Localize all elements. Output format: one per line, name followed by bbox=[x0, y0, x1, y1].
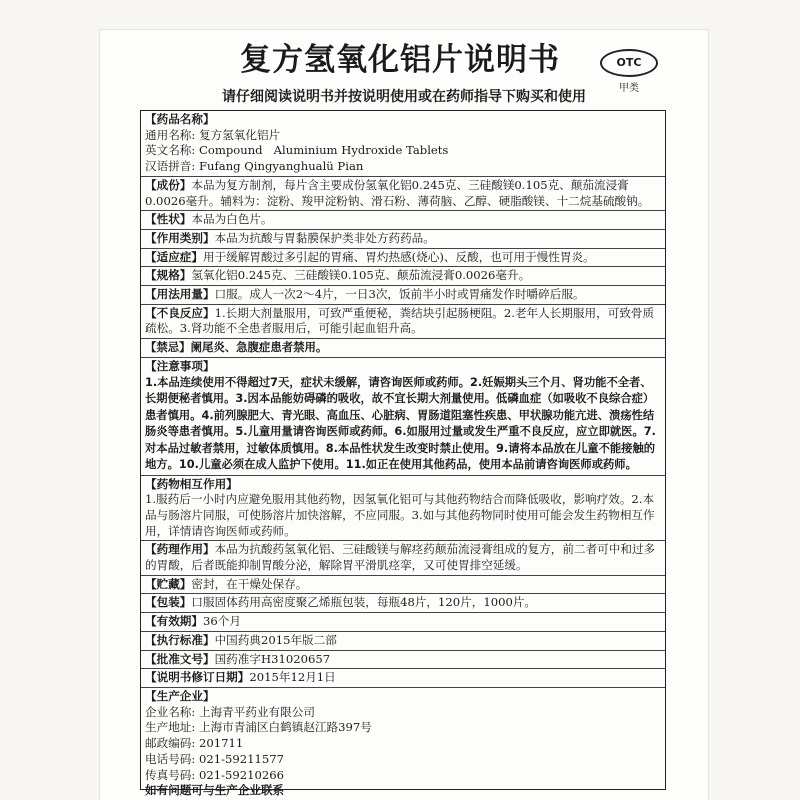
section-interactions bbox=[141, 476, 665, 542]
section-text: 本品为复方制剂，每片含主要成份氢氧化铝0.245克、三硅酸镁0.105克、颠茄流浸膏0.0026毫升。辅料为：淀粉、羧甲淀粉钠、滑石粉、薄荷脑、乙醇、硬脂酸镁、十二烷基硫酸钠。 bbox=[145, 177, 650, 208]
section-text: 密封，在干燥处保存。 bbox=[191, 576, 308, 591]
section-text: 本品为抗酸药氢氧化铝、三硅酸镁与解痉药颠茄流浸膏组成的复方，前二者可中和过多的胃酸，后者既能抑制胃酸分泌，解除胃平滑肌痉挛，又可使胃排空延缓。 bbox=[145, 542, 656, 573]
section-approval-number bbox=[141, 651, 665, 670]
section-standard bbox=[141, 632, 665, 651]
section-heading: 【生产企业】 bbox=[145, 688, 215, 703]
section-heading: 【包装】 bbox=[145, 595, 192, 610]
section-heading: 【用法用量】 bbox=[145, 287, 215, 302]
section-text: 2015年12月1日 bbox=[249, 670, 336, 685]
postcode-line bbox=[145, 736, 661, 752]
section-contraindications bbox=[141, 339, 665, 358]
section-specification bbox=[141, 267, 665, 286]
otc-class-label: 甲类 bbox=[619, 83, 639, 94]
common-name-line bbox=[145, 128, 661, 144]
section-indications bbox=[141, 249, 665, 268]
section-validity bbox=[141, 613, 665, 632]
field-value: 021-59210266 bbox=[198, 767, 285, 782]
section-package bbox=[141, 594, 665, 613]
field-label: 汉语拼音: bbox=[145, 159, 196, 174]
field-value: Compound Aluminium Hydroxide Tablets bbox=[198, 143, 449, 158]
section-text: 1.服药后一小时内应避免服用其他药物，因氢氧化铝可与其他药物结合而降低吸收，影响疗效。2.本品与肠溶片同服，可使肠溶片加快溶解，不应同服。3.如与其他药物同时使用可能会发生药物相互作用，详情请咨询医师或药师。 bbox=[145, 492, 655, 538]
section-heading: 【贮藏】 bbox=[145, 576, 192, 591]
section-precautions bbox=[141, 358, 665, 476]
section-heading: 【成份】 bbox=[145, 177, 192, 192]
section-text: 阑尾炎、急腹症患者禁用。 bbox=[190, 340, 328, 355]
document-subtitle: 请仔细阅读说明书并按说明使用或在药师指导下购买和使用 bbox=[222, 89, 586, 105]
otc-badge: OTC bbox=[600, 49, 658, 77]
section-pharmacology bbox=[141, 541, 665, 575]
section-text: 用于缓解胃酸过多引起的胃痛、胃灼热感(烧心)、反酸，也可用于慢性胃炎。 bbox=[202, 249, 595, 264]
section-heading: 【说明书修订日期】 bbox=[145, 670, 250, 685]
field-label: 企业名称: bbox=[145, 704, 196, 719]
field-label: 传真号码: bbox=[145, 767, 196, 782]
pinyin-name-line bbox=[145, 159, 661, 175]
section-text: 本品为抗酸与胃黏膜保护类非处方药药品。 bbox=[214, 230, 435, 245]
section-text: 中国药典2015年版二部 bbox=[214, 632, 337, 647]
section-text: 本品为白色片。 bbox=[191, 212, 273, 227]
field-value: 021-59211577 bbox=[198, 751, 285, 766]
leaflet-sheet bbox=[100, 30, 708, 800]
section-category bbox=[141, 230, 665, 249]
section-heading: 【不良反应】 bbox=[145, 305, 215, 320]
field-value: 201711 bbox=[198, 736, 244, 751]
field-value: 上海青平药业有限公司 bbox=[198, 704, 315, 719]
fax-line bbox=[145, 768, 661, 784]
field-label: 英文名称: bbox=[145, 143, 196, 158]
section-adverse-reactions bbox=[141, 305, 665, 339]
section-revision-date bbox=[141, 669, 665, 688]
section-text: 口服固体药用高密度聚乙烯瓶包装，每瓶48片，120片，1000片。 bbox=[191, 595, 537, 610]
section-heading: 【性状】 bbox=[145, 212, 192, 227]
section-heading: 【禁忌】 bbox=[145, 340, 191, 355]
document-title: 复方氢氧化铝片说明书 bbox=[240, 42, 560, 78]
contact-note: 如有问题可与生产企业联系 bbox=[145, 783, 285, 798]
field-label: 邮政编码: bbox=[145, 736, 196, 751]
section-heading: 【批准文号】 bbox=[145, 651, 215, 666]
field-label: 通用名称: bbox=[145, 127, 196, 142]
address-line bbox=[145, 720, 661, 736]
title-row bbox=[100, 38, 708, 94]
section-manufacturer bbox=[141, 688, 665, 800]
field-label: 生产地址: bbox=[145, 720, 196, 735]
field-value: Fufang Qingyanghualü Pian bbox=[198, 159, 364, 174]
section-heading: 【规格】 bbox=[145, 268, 192, 283]
company-name-line bbox=[145, 705, 661, 721]
field-value: 上海市青浦区白鹤镇赵江路397号 bbox=[198, 720, 372, 735]
english-name-line bbox=[145, 143, 661, 159]
leaflet-table bbox=[140, 110, 666, 798]
section-storage bbox=[141, 576, 665, 595]
section-heading: 【药品名称】 bbox=[145, 112, 215, 126]
section-heading: 【作用类别】 bbox=[145, 230, 215, 245]
section-heading: 【适应症】 bbox=[145, 249, 203, 264]
field-label: 电话号码: bbox=[145, 751, 196, 766]
section-text: 36个月 bbox=[202, 614, 241, 629]
field-value: 复方氢氧化铝片 bbox=[198, 127, 281, 142]
section-heading: 【药物相互作用】 bbox=[145, 476, 238, 491]
section-text: 1.本品连续使用不得超过7天，症状未缓解，请咨询医师或药师。2.妊娠期头三个月、肾功能不全者、长期便秘者慎用。3.因本品能妨碍磷的吸收，故不宜长期大剂量使用。低磷血症（如吸收不良综合症）患者慎用。4.前列腺肥大、青光眼、高血压、心脏病、胃肠道阻塞性疾患、甲状腺功能亢进、溃疡性结肠炎等患者慎用。5.儿童用量请咨询医师或药师。6.如服用过量或发生严重不良反应，应立即就医。7.对本品过敏者禁用，过敏体质慎用。8.本品性状发生改变时禁止使用。9.请将本品放在儿童不能接触的地方。10.儿童必须在成人监护下使用。11.如正在使用其他药品，使用本品前请咨询医师或药师。 bbox=[145, 375, 656, 472]
section-heading: 【药理作用】 bbox=[145, 542, 215, 557]
section-character bbox=[141, 211, 665, 230]
section-ingredients bbox=[141, 177, 665, 211]
section-text: 1.长期大剂量服用，可致严重便秘，粪结块引起肠梗阻。2.老年人长期服用，可致骨质疏松。3.肾功能不全患者服用后，可能引起血铝升高。 bbox=[145, 305, 655, 336]
section-drug-name bbox=[141, 111, 665, 177]
section-heading: 【执行标准】 bbox=[145, 632, 215, 647]
phone-line bbox=[145, 752, 661, 768]
section-text: 国药准字H31020657 bbox=[214, 651, 331, 666]
section-heading: 【有效期】 bbox=[145, 614, 203, 629]
section-heading: 【注意事项】 bbox=[145, 358, 215, 373]
section-text: 口服。成人一次2～4片，一日3次，饭前半小时或胃痛发作时嚼碎后服。 bbox=[214, 287, 585, 302]
section-dosage bbox=[141, 286, 665, 305]
section-text: 氢氧化铝0.245克、三硅酸镁0.105克、颠茄流浸膏0.0026毫升。 bbox=[191, 268, 531, 283]
